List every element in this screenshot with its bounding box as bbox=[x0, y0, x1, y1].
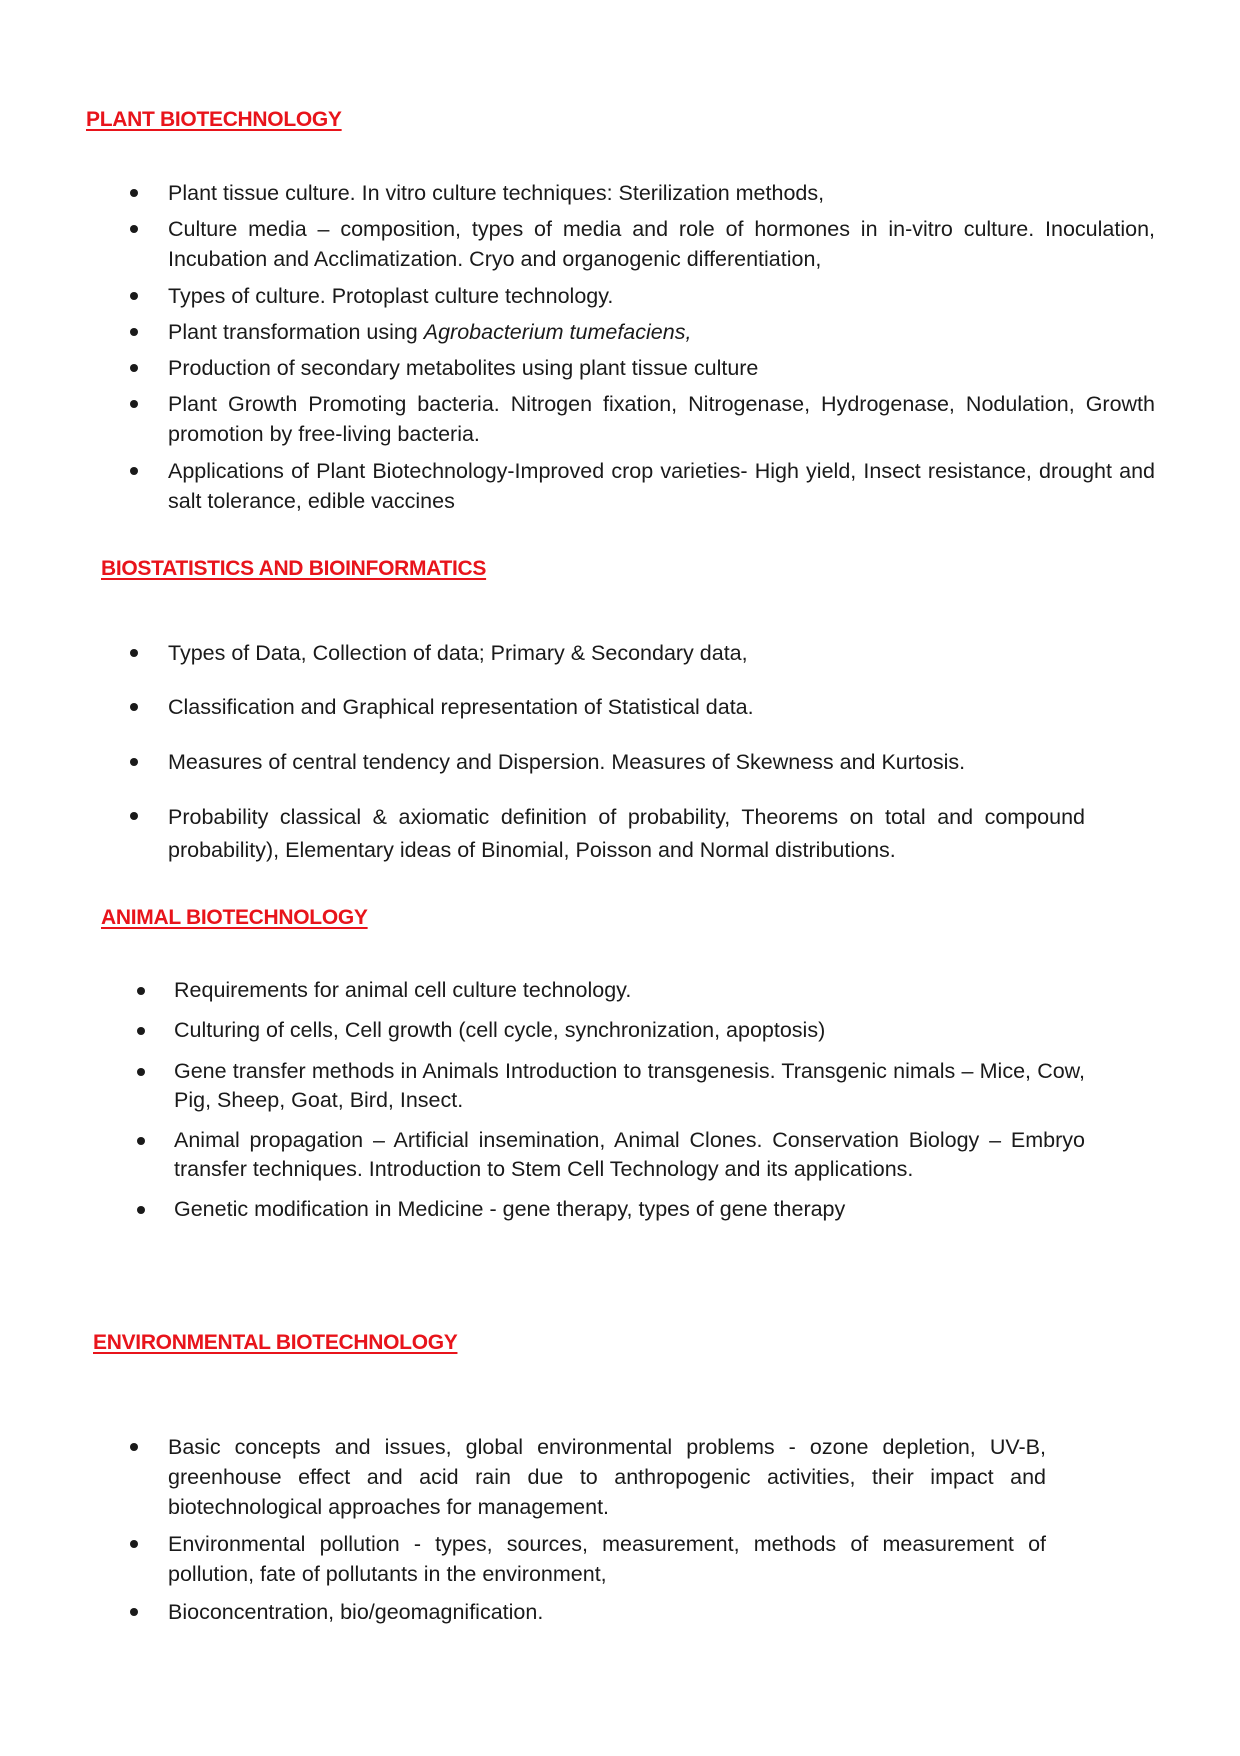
bullet-icon bbox=[130, 189, 138, 197]
list-item: Measures of central tendency and Dispersion. Measures of Skewness and Kurtosis. bbox=[130, 747, 1085, 777]
bullet-icon bbox=[137, 1068, 145, 1076]
bullet-icon bbox=[130, 1608, 138, 1616]
list-item: Production of secondary metabolites using plant tissue culture bbox=[130, 353, 1155, 383]
list-item: Genetic modification in Medicine - gene therapy, types of gene therapy bbox=[137, 1195, 1085, 1224]
list-item: Culture media – composition, types of media and role of hormones in in-vitro culture. Inoculation, Incubation and Acclimatization. Cryo and organogenic differentiation, bbox=[130, 214, 1155, 274]
list-item: Applications of Plant Biotechnology-Improved crop varieties- High yield, Insect resistance, drought and salt tolerance, edible vaccines bbox=[130, 456, 1155, 516]
section-heading-plant-biotechnology: PLANT BIOTECHNOLOGY bbox=[86, 108, 342, 131]
list-item: Bioconcentration, bio/geomagnification. bbox=[130, 1597, 1046, 1627]
list-item: Classification and Graphical representation of Statistical data. bbox=[130, 692, 1085, 722]
list-item: Basic concepts and issues, global environmental problems - ozone depletion, UV-B, greenhouse effect and acid rain due to anthropogenic activities, their impact and biotechnological approaches for management. bbox=[130, 1432, 1046, 1522]
bullet-icon bbox=[130, 364, 138, 372]
list-item: Types of culture. Protoplast culture technology. bbox=[130, 281, 1155, 311]
bullet-icon bbox=[130, 812, 138, 820]
list-item: Probability classical & axiomatic definition of probability, Theorems on total and compound probability), Elementary ideas of Binomial, Poisson and Normal distributions. bbox=[130, 801, 1085, 867]
section-heading-animal-biotechnology: ANIMAL BIOTECHNOLOGY bbox=[101, 906, 368, 929]
bullet-icon bbox=[130, 1540, 138, 1548]
list-item: Animal propagation – Artificial insemination, Animal Clones. Conservation Biology – Embryo transfer techniques. Introduction to Stem Cell Technology and its applications. bbox=[137, 1126, 1085, 1184]
section-heading-biostatistics: BIOSTATISTICS AND BIOINFORMATICS bbox=[101, 557, 487, 580]
bullet-icon bbox=[130, 292, 138, 300]
bullet-icon bbox=[130, 467, 138, 475]
bullet-icon bbox=[137, 1137, 145, 1145]
bullet-icon bbox=[130, 758, 138, 766]
bullet-icon bbox=[137, 1206, 145, 1214]
list-item: Plant tissue culture. In vitro culture techniques: Sterilization methods, bbox=[130, 178, 1155, 208]
species-name: Agrobacterium tumefaciens, bbox=[423, 320, 692, 344]
list-item: Environmental pollution - types, sources, measurement, methods of measurement of pollution, fate of pollutants in the environment, bbox=[130, 1529, 1046, 1589]
item-text: Plant transformation using bbox=[168, 320, 424, 344]
list-item: Culturing of cells, Cell growth (cell cycle, synchronization, apoptosis) bbox=[137, 1016, 1085, 1045]
bullet-icon bbox=[130, 400, 138, 408]
bullet-icon bbox=[130, 649, 138, 657]
bullet-icon bbox=[130, 225, 138, 233]
section-heading-environmental-biotechnology: ENVIRONMENTAL BIOTECHNOLOGY bbox=[93, 1331, 458, 1354]
bullet-icon bbox=[130, 1443, 138, 1451]
list-item: Requirements for animal cell culture technology. bbox=[137, 976, 1085, 1005]
list-item: Gene transfer methods in Animals Introduction to transgenesis. Transgenic nimals – Mice, Cow, Pig, Sheep, Goat, Bird, Insect. bbox=[137, 1057, 1085, 1115]
bullet-icon bbox=[130, 703, 138, 711]
bullet-icon bbox=[137, 987, 145, 995]
list-item: Types of Data, Collection of data; Primary & Secondary data, bbox=[130, 638, 1085, 668]
list-item bbox=[130, 317, 1155, 347]
bullet-icon bbox=[137, 1027, 145, 1035]
bullet-icon bbox=[130, 328, 138, 336]
list-item: Plant Growth Promoting bacteria. Nitrogen fixation, Nitrogenase, Hydrogenase, Nodulation, Growth promotion by free-living bacteria. bbox=[130, 389, 1155, 449]
